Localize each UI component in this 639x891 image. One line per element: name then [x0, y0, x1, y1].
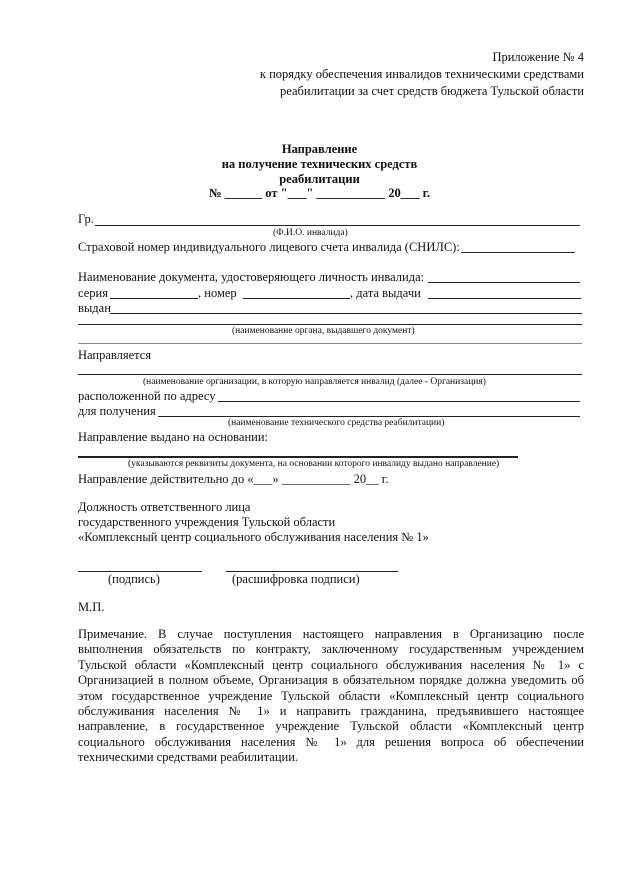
id-document-label: Наименование документа, удостоверяющего личность инвалида:: [78, 270, 425, 284]
fio-caption: (Ф.И.О. инвалида): [273, 228, 348, 238]
organization-line[interactable]: [78, 374, 582, 375]
appendix-number: Приложение № 4: [492, 50, 584, 64]
official-center: «Комплексный центр социального обслуживания населения № 1»: [78, 530, 429, 544]
rehab-device-caption: (наименование технического средства реабилитации): [228, 418, 445, 428]
fio-line[interactable]: [95, 225, 580, 226]
document-number-date: № ______ от "___" ___________ 20___ г.: [208, 186, 431, 200]
valid-until: Направление действительно до «___» ___________ 20__ г.: [78, 472, 389, 486]
issue-date-label: , дата выдачи: [350, 286, 421, 300]
nomer-label: , номер: [198, 286, 237, 300]
basis-line[interactable]: [78, 456, 518, 458]
vydan-line-2[interactable]: [78, 324, 582, 325]
id-document-line[interactable]: [428, 282, 580, 283]
official-position: Должность ответственного лица: [78, 500, 251, 514]
nomer-line[interactable]: [243, 298, 350, 299]
seria-line[interactable]: [110, 298, 198, 299]
napravlyaetsya-label: Направляется: [78, 348, 152, 362]
purpose-line[interactable]: [158, 416, 580, 417]
note-paragraph: Примечание. В случае поступления настоящего направления в Организацию после выполнения обязательств по контракту, заключенному государственным учреждением Тульской области «Комплексный центр социального обслуживания населения № 1» с Организацией в полном объеме, Организация в обязательном порядке должна уведомить об этом государственное учреждение Тульской области «Комплексный центр социального обслуживания населения № 1» и направить гражданина, предъявившего настоящее направление, в государственное учреждение Тульской области «Комплексный центр социального обслуживания населения № 1» для решения вопроса об обеспечении техническими средствами реабилитации.: [78, 627, 584, 765]
address-line[interactable]: [218, 401, 580, 402]
basis-label: Направление выдано на основании:: [78, 430, 268, 444]
vydan-line[interactable]: [110, 313, 582, 314]
snils-label: Страховой номер индивидуального лицевого счета инвалида (СНИЛС):: [78, 240, 460, 254]
separator-line: [78, 343, 582, 344]
organization-caption: (наименование организации, в которую направляется инвалид (далее - Организация): [143, 377, 486, 387]
vydan-label: выдан: [78, 301, 111, 315]
snils-line[interactable]: [461, 252, 575, 253]
appendix-line-2: реабилитации за счет средств бюджета Тульской области: [280, 84, 584, 98]
address-label: расположенной по адресу: [78, 389, 216, 403]
document-subtitle-1: на получение технических средств: [221, 157, 418, 171]
signature-decode-caption: (расшифровка подписи): [232, 572, 360, 586]
basis-caption: (указываются реквизиты документа, на основании которого инвалиду выдано направление): [128, 459, 500, 469]
document-title: Направление: [281, 142, 358, 156]
issue-date-line[interactable]: [428, 298, 581, 299]
signature-caption: (подпись): [108, 572, 160, 586]
stamp-place: М.П.: [78, 600, 105, 614]
gr-label: Гр.: [78, 212, 94, 226]
purpose-label: для получения: [78, 404, 156, 418]
official-institution: государственного учреждения Тульской области: [78, 515, 336, 529]
appendix-line-1: к порядку обеспечения инвалидов техническими средствами: [259, 67, 584, 81]
document-subtitle-2: реабилитации: [279, 172, 360, 186]
seria-label: серия: [78, 286, 108, 300]
issuing-authority-caption: (наименование органа, выдавшего документ): [232, 326, 415, 336]
